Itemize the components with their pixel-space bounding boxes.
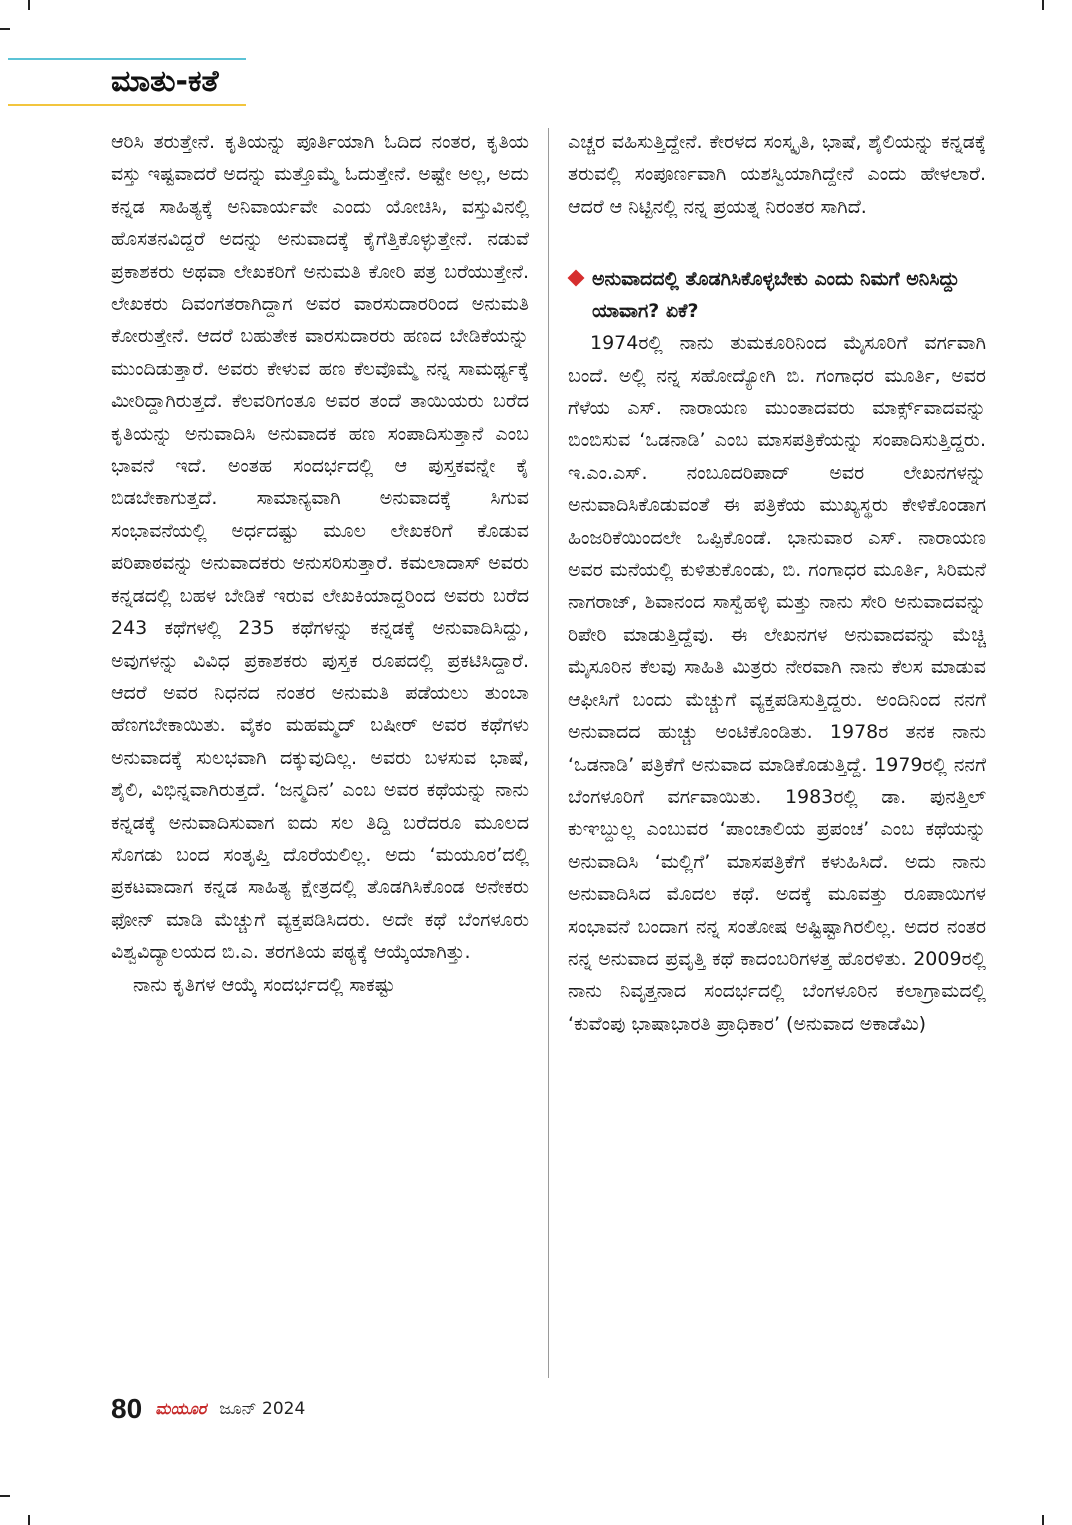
crop-mark — [28, 0, 30, 10]
header-rule-top — [8, 58, 246, 60]
article-paragraph: ನಾನು ಕೃತಿಗಳ ಆಯ್ಕೆ ಸಂದರ್ಭದಲ್ಲಿ ಸಾಕಷ್ಟು — [133, 973, 396, 996]
interview-question — [568, 263, 986, 327]
spacer — [568, 223, 986, 263]
magazine-logo: ಮಯೂರ — [155, 1399, 207, 1418]
crop-mark — [1042, 0, 1044, 10]
left-column — [111, 126, 529, 1001]
crop-mark — [1042, 1515, 1044, 1525]
header-rule-bottom — [8, 104, 246, 106]
article-paragraph: ಎಚ್ಚರ ವಹಿಸುತ್ತಿದ್ದೇನೆ. ಕೇರಳದ ಸಂಸ್ಕೃತಿ, ಭಾಷೆ, ಶೈಲಿಯನ್ನು ಕನ್ನಡಕ್ಕೆ ತರುವಲ್ಲಿ ಸಂಪೂರ್ಣವಾಗಿ ಯಶಸ್ವಿಯಾಗಿದ್ದೇನೆ ಎಂದು ಹೇಳಲಾರೆ. ಆದರೆ ಆ ನಿಟ್ಟಿನಲ್ಲಿ ನನ್ನ ಪ್ರಯತ್ನ ನಿರಂತರ ಸಾಗಿದೆ. — [568, 131, 986, 218]
article-paragraph: 1974ರಲ್ಲಿ ನಾನು ತುಮಕೂರಿನಿಂದ ಮೈಸೂರಿಗೆ ವರ್ಗವಾಗಿ ಬಂದೆ. ಅಲ್ಲಿ ನನ್ನ ಸಹೋದ್ಯೋಗಿ ಬಿ. ಗಂಗಾಧರ ಮೂರ್ತಿ, ಅವರ ಗೆಳೆಯ ಎಸ್. ನಾರಾಯಣ ಮುಂತಾದವರು ಮಾರ್ಕ್ಸ್‌ವಾದವನ್ನು ಬಿಂಬಿಸುವ ‘ಒಡನಾಡಿ’ ಎಂಬ ಮಾಸಪತ್ರಿಕೆಯನ್ನು ಸಂಪಾದಿಸುತ್ತಿದ್ದರು. ಇ.ಎಂ.ಎಸ್. ನಂಬೂದರಿಪಾದ್ ಅವರ ಲೇಖನಗಳನ್ನು ಅನುವಾದಿಸಿಕೊಡುವಂತೆ ಈ ಪತ್ರಿಕೆಯ ಮುಖ್ಯಸ್ಥರು ಕೇಳಿಕೊಂಡಾಗ ಹಿಂಜರಿಕೆಯಿಂದಲೇ ಒಪ್ಪಿಕೊಂಡೆ. ಭಾನುವಾರ ಎಸ್. ನಾರಾಯಣ ಅವರ ಮನೆಯಲ್ಲಿ ಕುಳಿತುಕೊಂಡು, ಬಿ. ಗಂಗಾಧರ ಮೂರ್ತಿ, ಸಿರಿಮನೆ ನಾಗರಾಜ್, ಶಿವಾನಂದ ಸಾಸ್ವೆಹಳ್ಳಿ ಮತ್ತು ನಾನು ಸೇರಿ ಅನುವಾದವನ್ನು ರಿಪೇರಿ ಮಾಡುತ್ತಿದ್ದೆವು. ಈ ಲೇಖನಗಳ ಅನುವಾದವನ್ನು ಮೆಚ್ಚಿ ಮೈಸೂರಿನ ಕೆಲವು ಸಾಹಿತಿ ಮಿತ್ರರು ನೇರವಾಗಿ ನಾನು ಕೆಲಸ ಮಾಡುವ ಆಫೀಸಿಗೆ ಬಂದು ಮೆಚ್ಚುಗೆ ವ್ಯಕ್ತಪಡಿಸುತ್ತಿದ್ದರು. ಅಂದಿನಿಂದ ನನಗೆ ಅನುವಾದದ ಹುಚ್ಚು ಅಂಟಿಕೊಂಡಿತು. 1978ರ ತನಕ ನಾನು ‘ಒಡನಾಡಿ’ ಪತ್ರಿಕೆಗೆ ಅನುವಾದ ಮಾಡಿಕೊಡುತ್ತಿದ್ದೆ. 1979ರಲ್ಲಿ ನನಗೆ ಬೆಂಗಳೂರಿಗೆ ವರ್ಗವಾಯಿತು. 1983ರಲ್ಲಿ ಡಾ. ಪುನತ್ತಿಲ್ ಕುಞಬ್ದುಲ್ಲ ಎಂಬುವರ ‘ಪಾಂಚಾಲಿಯ ಪ್ರಪಂಚ’ ಎಂಬ ಕಥೆಯನ್ನು ಅನುವಾದಿಸಿ ‘ಮಲ್ಲಿಗೆ’ ಮಾಸಪತ್ರಿಕೆಗೆ ಕಳುಹಿಸಿದೆ. ಅದು ನಾನು ಅನುವಾದಿಸಿದ ಮೊದಲ ಕಥೆ. ಅದಕ್ಕೆ ಮೂವತ್ತು ರೂಪಾಯಿಗಳ ಸಂಭಾವನೆ ಬಂದಾಗ ನನ್ನ ಸಂತೋಷ ಅಷ್ಟಿಷ್ಟಾಗಿರಲಿಲ್ಲ. ಅದರ ನಂತರ ನನ್ನ ಅನುವಾದ ಪ್ರವೃತ್ತಿ ಕಥೆ ಕಾದಂಬರಿಗಳತ್ತ ಹೊರಳಿತು. 2009ರಲ್ಲಿ ನಾನು ನಿವೃತ್ತನಾದ ಸಂದರ್ಭದಲ್ಲಿ ಬೆಂಗಳೂರಿನ ಕಲಾಗ್ರಾಮದಲ್ಲಿ ‘ಕುವೆಂಪು ಭಾಷಾಭಾರತಿ ಪ್ರಾಧಿಕಾರ’ (ಅನುವಾದ ಅಕಾಡೆಮಿ) — [568, 332, 986, 1035]
crop-mark — [0, 28, 10, 30]
page-number: 80 — [111, 1393, 143, 1424]
section-title: ಮಾತು-ಕತೆ — [111, 64, 219, 99]
issue-date: ಜೂನ್ 2024 — [219, 1399, 306, 1419]
page-footer — [111, 1393, 305, 1429]
article-paragraph: ಆರಿಸಿ ತರುತ್ತೇನೆ. ಕೃತಿಯನ್ನು ಪೂರ್ತಿಯಾಗಿ ಓದಿದ ನಂತರ, ಕೃತಿಯ ವಸ್ತು ಇಷ್ಟವಾದರೆ ಅದನ್ನು ಮತ್ತೊಮ್ಮೆ ಓದುತ್ತೇನೆ. ಅಷ್ಟೇ ಅಲ್ಲ, ಅದು ಕನ್ನಡ ಸಾಹಿತ್ಯಕ್ಕೆ ಅನಿವಾರ್ಯವೇ ಎಂದು ಯೋಚಿಸಿ, ವಸ್ತುವಿನಲ್ಲಿ ಹೊಸತನವಿದ್ದರೆ ಅದನ್ನು ಅನುವಾದಕ್ಕೆ ಕೈಗೆತ್ತಿಕೊಳ್ಳುತ್ತೇನೆ. ನಡುವೆ ಪ್ರಕಾಶಕರು ಅಥವಾ ಲೇಖಕರಿಗೆ ಅನುಮತಿ ಕೋರಿ ಪತ್ರ ಬರೆಯುತ್ತೇನೆ. ಲೇಖಕರು ದಿವಂಗತರಾಗಿದ್ದಾಗ ಅವರ ವಾರಸುದಾರರಿಂದ ಅನುಮತಿ ಕೋರುತ್ತೇನೆ. ಆದರೆ ಬಹುತೇಕ ವಾರಸುದಾರರು ಹಣದ ಬೇಡಿಕೆಯನ್ನು ಮುಂದಿಡುತ್ತಾರೆ. ಅವರು ಕೇಳುವ ಹಣ ಕೆಲವೊಮ್ಮೆ ನನ್ನ ಸಾಮರ್ಥ್ಯಕ್ಕೆ ಮೀರಿದ್ದಾಗಿರುತ್ತದೆ. ಕೆಲವರಿಗಂತೂ ಅವರ ತಂದೆ ತಾಯಿಯರು ಬರೆದ ಕೃತಿಯನ್ನು ಅನುವಾದಿಸಿ ಅನುವಾದಕ ಹಣ ಸಂಪಾದಿಸುತ್ತಾನೆ ಎಂಬ ಭಾವನೆ ಇದೆ. ಅಂತಹ ಸಂದರ್ಭದಲ್ಲಿ ಆ ಪುಸ್ತಕವನ್ನೇ ಕೈ ಬಿಡಬೇಕಾಗುತ್ತದೆ. ಸಾಮಾನ್ಯವಾಗಿ ಅನುವಾದಕ್ಕೆ ಸಿಗುವ ಸಂಭಾವನೆಯಲ್ಲಿ ಅರ್ಧದಷ್ಟು ಮೂಲ ಲೇಖಕರಿಗೆ ಕೊಡುವ ಪರಿಪಾಠವನ್ನು ಅನುವಾದಕರು ಅನುಸರಿಸುತ್ತಾರೆ. ಕಮಲಾದಾಸ್ ಅವರು ಕನ್ನಡದಲ್ಲಿ ಬಹಳ ಬೇಡಿಕೆ ಇರುವ ಲೇಖಕಿಯಾದ್ದರಿಂದ ಅವರು ಬರೆದ 243 ಕಥೆಗಳಲ್ಲಿ 235 ಕಥೆಗಳನ್ನು ಕನ್ನಡಕ್ಕೆ ಅನುವಾದಿಸಿದ್ದು, ಅವುಗಳನ್ನು ವಿವಿಧ ಪ್ರಕಾಶಕರು ಪುಸ್ತಕ ರೂಪದಲ್ಲಿ ಪ್ರಕಟಿಸಿದ್ದಾರೆ. ಆದರೆ ಅವರ ನಿಧನದ ನಂತರ ಅನುಮತಿ ಪಡೆಯಲು ತುಂಬಾ ಹೆಣಗಬೇಕಾಯಿತು. ವೈಕಂ ಮಹಮ್ಮದ್ ಬಷೀರ್ ಅವರ ಕಥೆಗಳು ಅನುವಾದಕ್ಕೆ ಸುಲಭವಾಗಿ ದಕ್ಕುವುದಿಲ್ಲ. ಅವರು ಬಳಸುವ ಭಾಷೆ, ಶೈಲಿ, ವಿಭಿನ್ನವಾಗಿರುತ್ತದೆ. ‘ಜನ್ಮದಿನ’ ಎಂಬ ಅವರ ಕಥೆಯನ್ನು ನಾನು ಕನ್ನಡಕ್ಕೆ ಅನುವಾದಿಸುವಾಗ ಐದು ಸಲ ತಿದ್ದಿ ಬರೆದರೂ ಮೂಲದ ಸೊಗಡು ಬಂದ ಸಂತೃಪ್ತಿ ದೊರೆಯಲಿಲ್ಲ. ಅದು ‘ಮಯೂರ’ದಲ್ಲಿ ಪ್ರಕಟವಾದಾಗ ಕನ್ನಡ ಸಾಹಿತ್ಯ ಕ್ಷೇತ್ರದಲ್ಲಿ ತೊಡಗಿಸಿಕೊಂಡ ಅನೇಕರು ಫೋನ್ ಮಾಡಿ ಮೆಚ್ಚುಗೆ ವ್ಯಕ್ತಪಡಿಸಿದರು. ಅದೇ ಕಥೆ ಬೆಂಗಳೂರು ವಿಶ್ವವಿದ್ಯಾಲಯದ ಬಿ.ಎ. ತರಗತಿಯ ಪಠ್ಯಕ್ಕೆ ಆಯ್ಕೆಯಾಗಿತ್ತು. — [111, 131, 529, 964]
right-column — [568, 126, 986, 1040]
column-divider — [548, 128, 549, 1378]
question-text: ಅನುವಾದದಲ್ಲಿ ತೊಡಗಿಸಿಕೊಳ್ಳಬೇಕು ಎಂದು ನಿಮಗೆ ಅನಿಸಿದ್ದು ಯಾವಾಗ? ಏಕೆ? — [592, 268, 960, 323]
crop-mark — [28, 1515, 30, 1525]
diamond-bullet-icon — [568, 270, 585, 287]
crop-mark — [0, 1495, 10, 1497]
